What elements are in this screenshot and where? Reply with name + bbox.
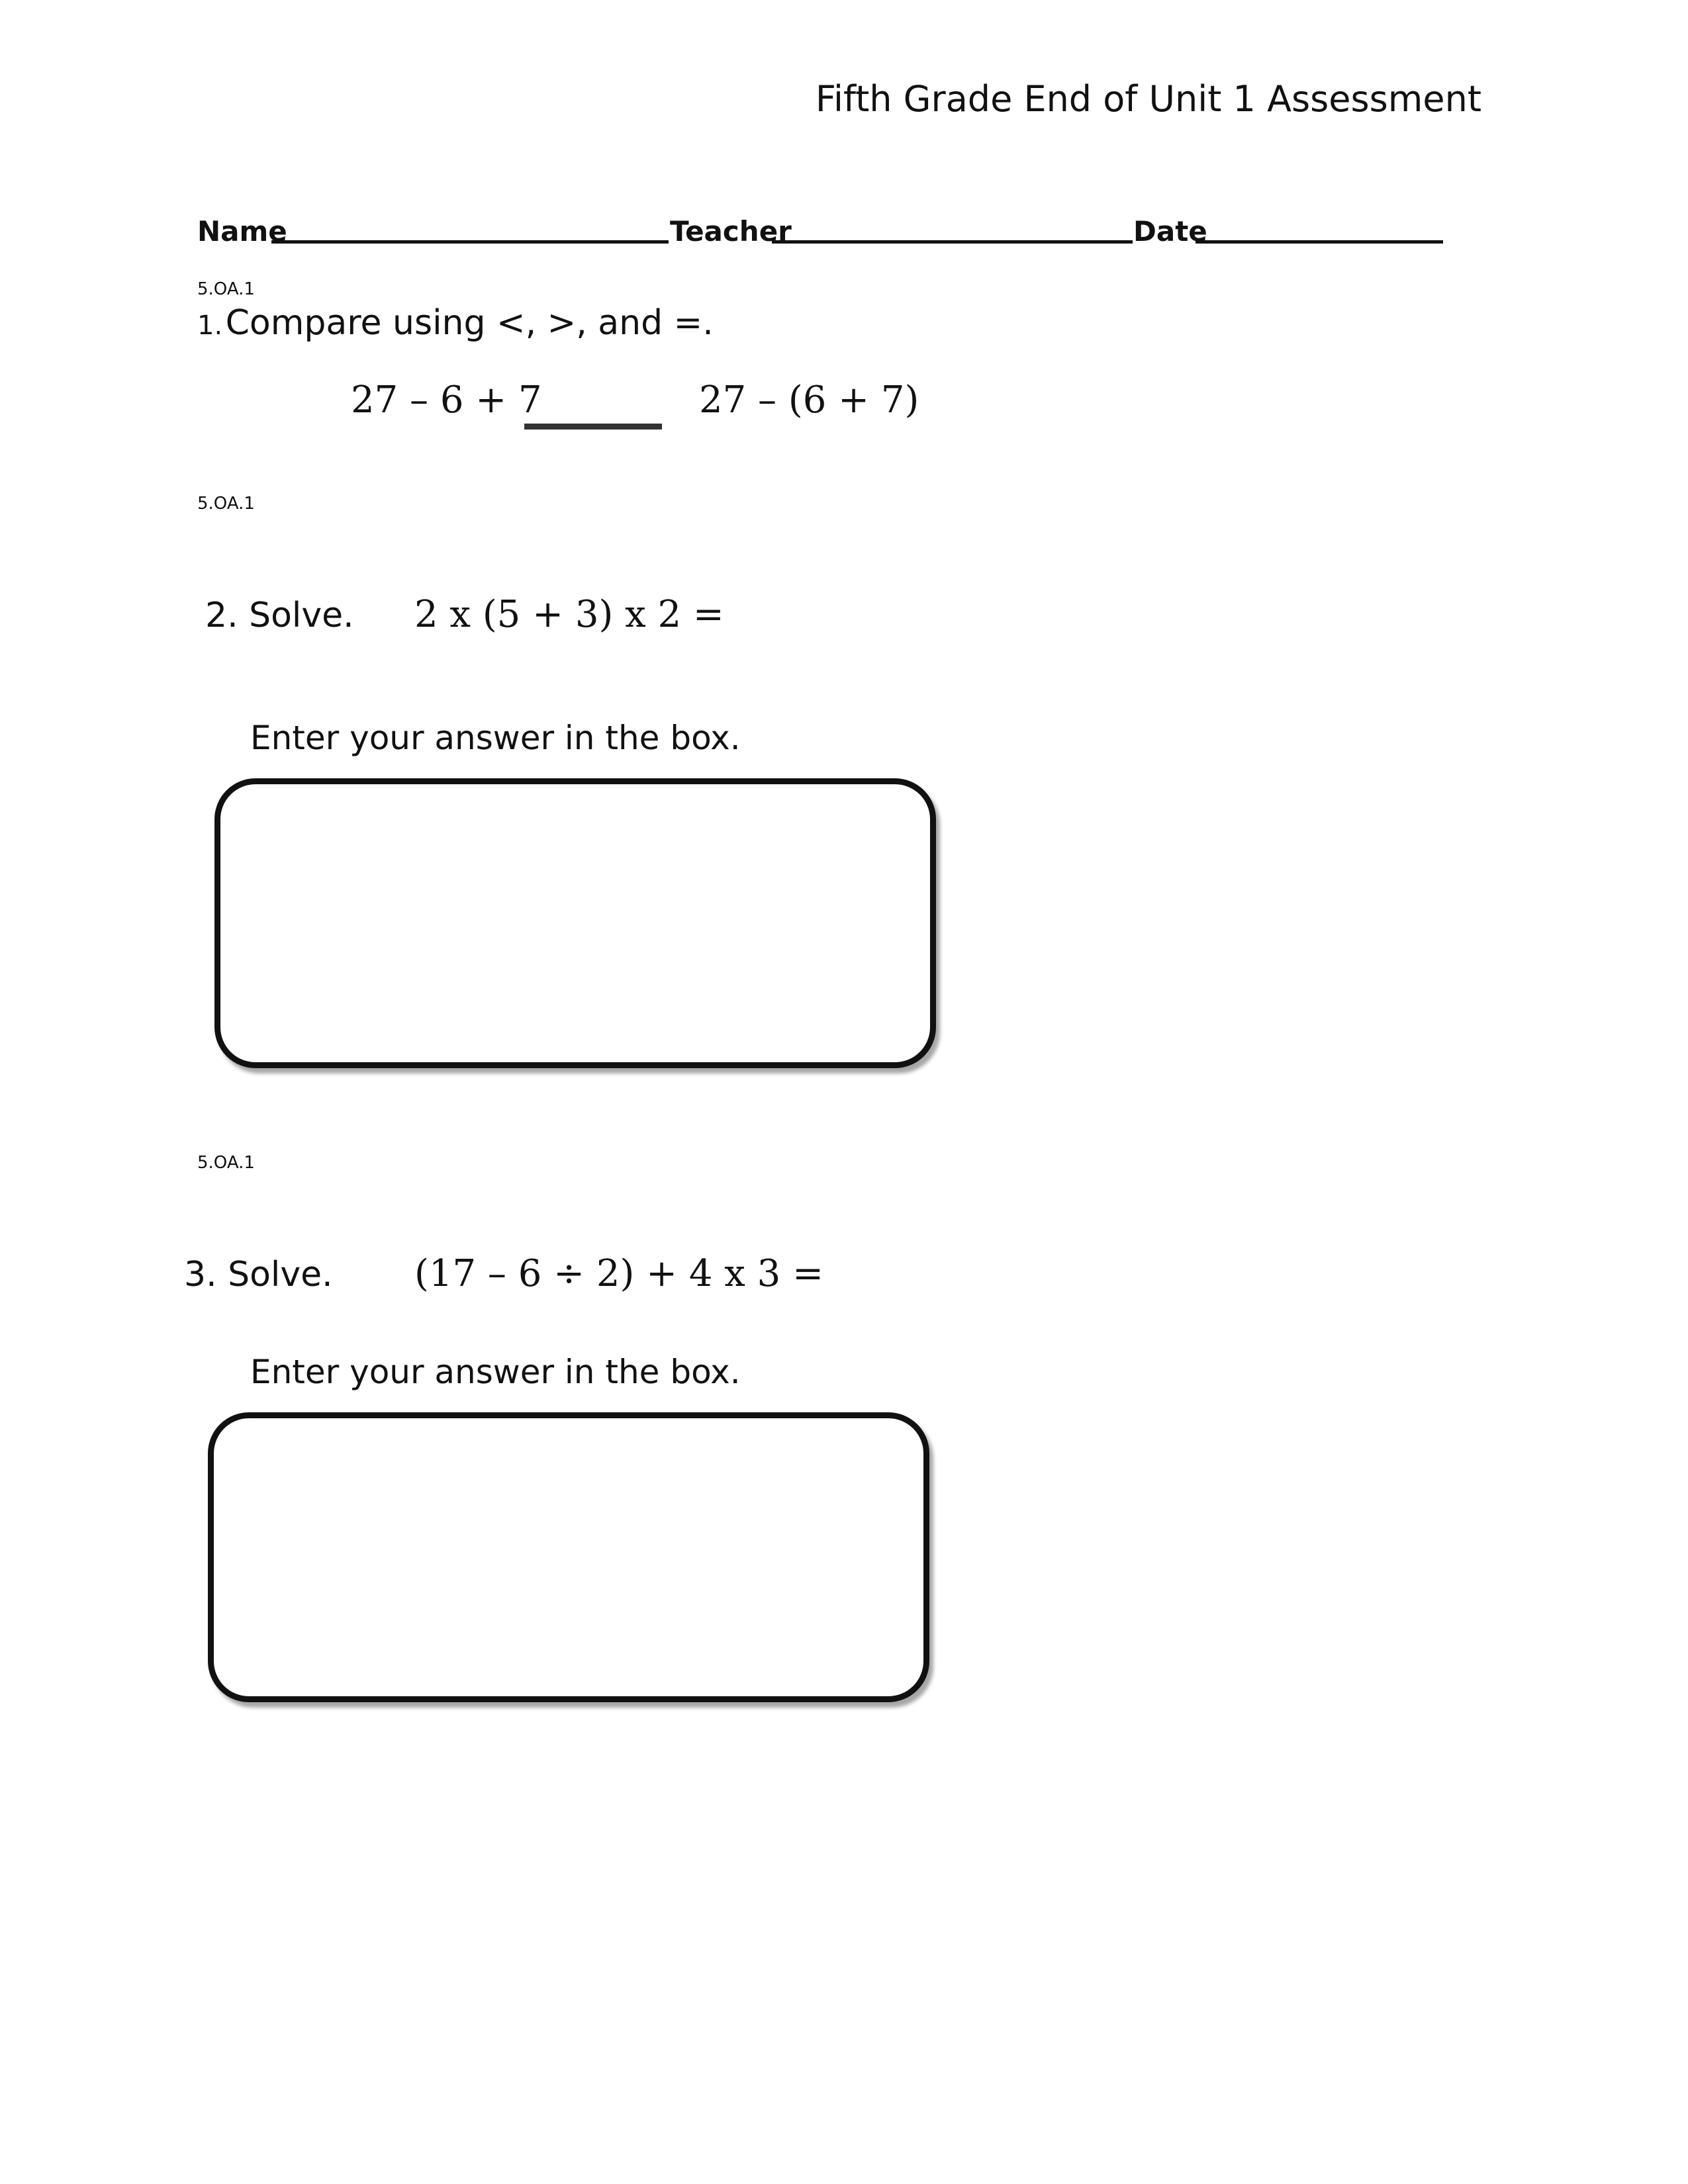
question-2-heading xyxy=(205,596,354,635)
teacher-field[interactable] xyxy=(772,240,1133,244)
question-3-heading xyxy=(184,1255,333,1295)
question-3-answer-box[interactable] xyxy=(208,1412,929,1702)
question-2-standard: 5.OA.1 xyxy=(197,494,255,514)
student-info-row xyxy=(197,205,1442,251)
question-1-instruction: Compare using <, >, and =. xyxy=(225,303,714,343)
question-2-expression: 2 x (5 + 3) x 2 = xyxy=(414,593,724,636)
question-3-prompt: Enter your answer in the box. xyxy=(250,1353,741,1391)
question-3-instruction: Solve. xyxy=(228,1255,333,1295)
question-2-prompt: Enter your answer in the box. xyxy=(250,719,741,757)
question-2-instruction: Solve. xyxy=(249,596,354,635)
question-2-answer-box[interactable] xyxy=(214,778,936,1068)
question-1-answer-blank[interactable] xyxy=(524,424,662,430)
name-field[interactable] xyxy=(271,240,669,244)
question-1-left-expression: 27 – 6 + 7 xyxy=(351,379,542,422)
question-1-standard: 5.OA.1 xyxy=(197,279,255,299)
date-label: Date xyxy=(1133,215,1207,248)
question-2-number: 2. xyxy=(205,596,238,635)
name-label: Name xyxy=(197,215,287,248)
question-1-number: 1. xyxy=(197,310,223,341)
question-1-right-expression: 27 – (6 + 7) xyxy=(699,379,919,422)
page-title: Fifth Grade End of Unit 1 Assessment xyxy=(815,78,1481,120)
question-3-number: 3. xyxy=(184,1255,217,1295)
question-1-heading xyxy=(197,303,714,343)
question-3-expression: (17 – 6 ÷ 2) + 4 x 3 = xyxy=(414,1252,824,1295)
teacher-label: Teacher xyxy=(670,215,792,248)
question-3-standard: 5.OA.1 xyxy=(197,1153,255,1173)
date-field[interactable] xyxy=(1196,240,1443,244)
